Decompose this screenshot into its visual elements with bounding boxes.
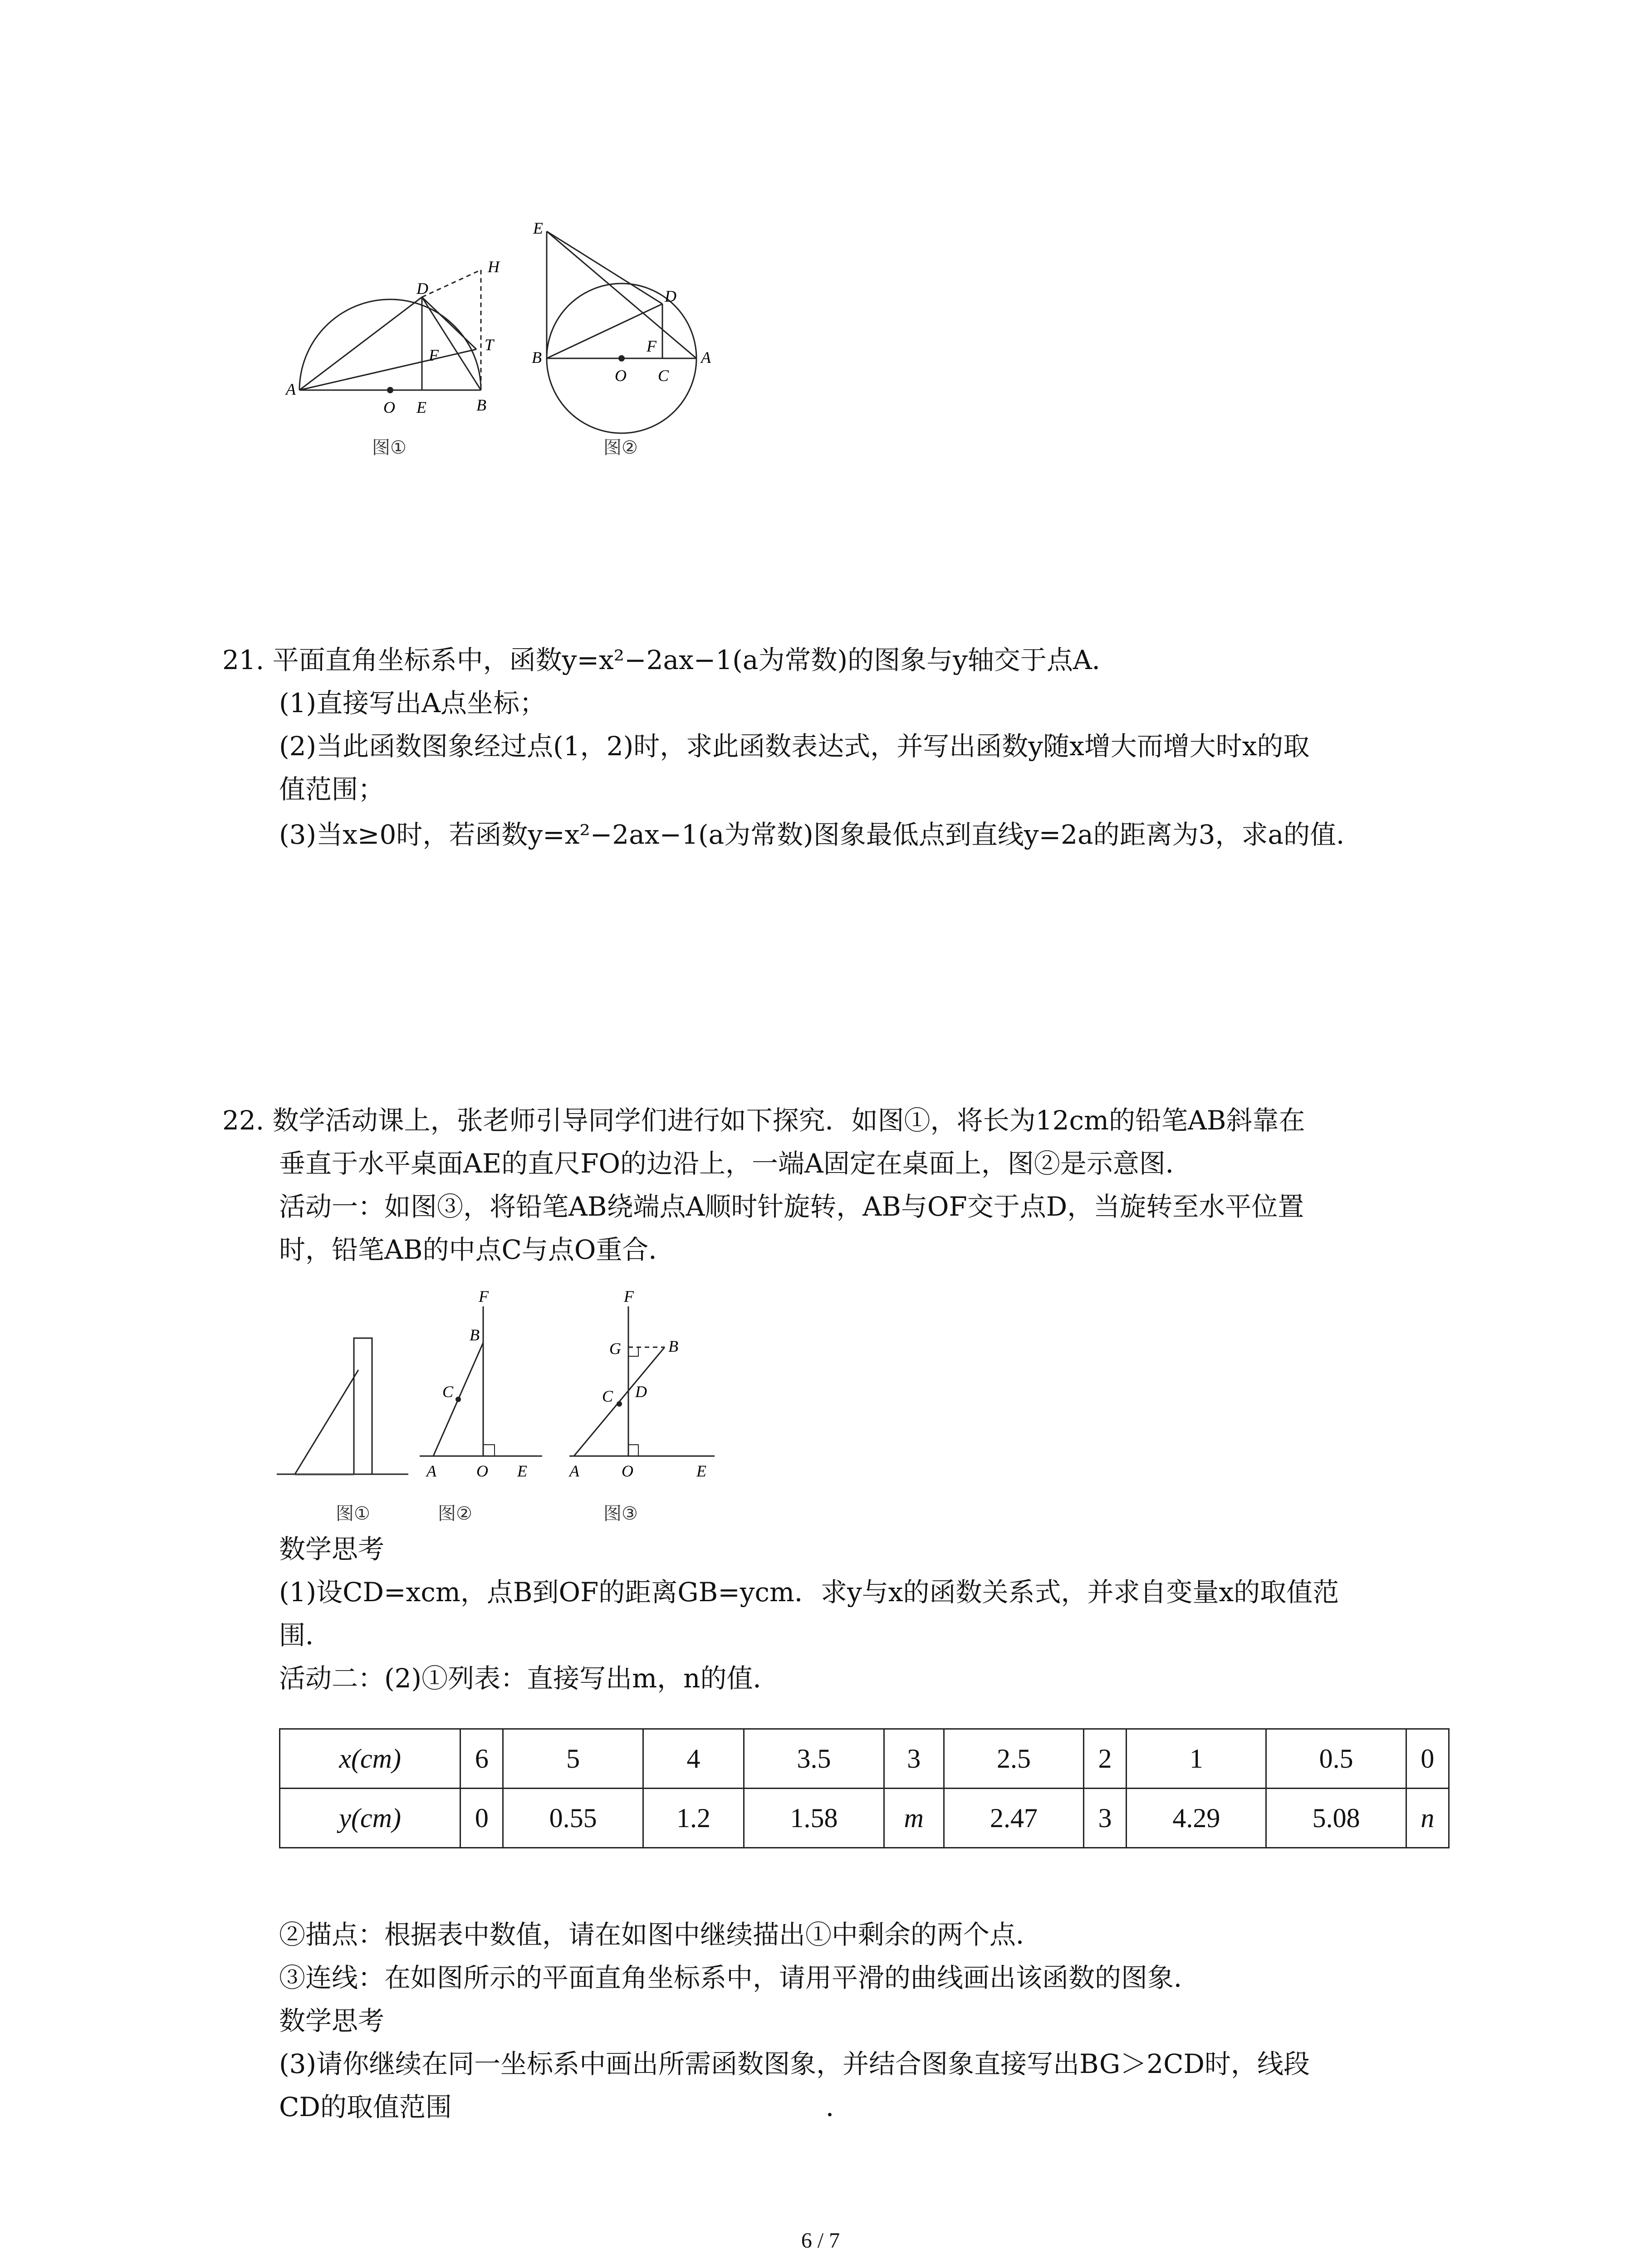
- label-E: E: [533, 219, 543, 237]
- label-D: D: [416, 279, 428, 298]
- label-E: E: [517, 1462, 527, 1480]
- q22-stem-cont: 垂直于水平桌面AE的直尺FO的边沿上，一端A固定在桌面上，图②是示意图．: [279, 1148, 1192, 1179]
- q22-part1-cont: 围．: [279, 1620, 332, 1651]
- table-row-y: [280, 1789, 1449, 1848]
- q22-figure-2-caption: 图②: [438, 1503, 472, 1524]
- label-A: A: [569, 1462, 579, 1480]
- q21-part2: (2)当此函数图象经过点(1，2)时，求此函数表达式，并写出函数y随x增大而增大时x的取: [279, 731, 1310, 762]
- q22-stem: 22. 数学活动课上，张老师引导同学们进行如下探究．如图①，将长为12cm的铅笔AB斜靠在: [222, 1105, 1305, 1136]
- table-cell: 3: [1084, 1789, 1127, 1848]
- label-C: C: [442, 1383, 454, 1401]
- label-F: F: [479, 1288, 489, 1305]
- label-T: T: [485, 336, 494, 354]
- label-C: C: [602, 1387, 613, 1405]
- label-E: E: [416, 398, 426, 416]
- label-A: A: [701, 348, 711, 367]
- table-row-x: [280, 1729, 1449, 1789]
- label-B: B: [476, 396, 486, 414]
- label-E: E: [696, 1462, 706, 1480]
- q22-figure-1-caption: 图①: [336, 1503, 370, 1524]
- figure-2-circle: [526, 213, 726, 440]
- table-cell: 0: [460, 1789, 503, 1848]
- q22-figure-3-caption: 图③: [603, 1503, 638, 1524]
- q22-figure-2: [411, 1288, 547, 1492]
- label-B: B: [668, 1337, 678, 1355]
- table-header-x: x(cm): [280, 1729, 460, 1789]
- label-B: B: [470, 1326, 480, 1344]
- table-cell: 2.5: [944, 1729, 1083, 1789]
- table-cell: 0: [1406, 1729, 1449, 1789]
- table-cell: 5.08: [1266, 1789, 1406, 1848]
- q22-activity1-cont: 时，铅笔AB的中点C与点O重合．: [279, 1234, 675, 1265]
- label-O: O: [615, 367, 627, 385]
- label-F: F: [429, 346, 439, 364]
- table-cell: 0.5: [1266, 1729, 1406, 1789]
- q22-figure-3: [560, 1288, 724, 1492]
- q22-part3: (3)请你继续在同一坐标系中画出所需函数图象，并结合图象直接写出BG＞2CD时，线段: [279, 2048, 1310, 2079]
- table-cell: 3: [884, 1729, 944, 1789]
- label-D: D: [665, 287, 676, 305]
- table-cell: 6: [460, 1729, 503, 1789]
- label-H: H: [488, 258, 500, 276]
- q21-part1: (1)直接写出A点坐标；: [279, 688, 546, 719]
- label-C: C: [658, 367, 669, 385]
- table-cell: n: [1406, 1789, 1449, 1848]
- figure-1-caption: 图①: [372, 437, 407, 458]
- table-cell: 5: [503, 1729, 643, 1789]
- label-B: B: [532, 348, 542, 367]
- q22-plot-points: ②描点：根据表中数值，请在如图中继续描出①中剩余的两个点．: [279, 1919, 1043, 1950]
- table-cell: m: [884, 1789, 944, 1848]
- table-cell: 2.47: [944, 1789, 1083, 1848]
- q21-part2-cont: 值范围；: [279, 774, 385, 805]
- label-O: O: [622, 1462, 633, 1480]
- q22-activity1: 活动一：如图③，将铅笔AB绕端点A顺时针旋转，AB与OF交于点D，当旋转至水平位置: [279, 1191, 1304, 1222]
- label-D: D: [635, 1383, 647, 1401]
- figure-2-caption: 图②: [603, 437, 638, 458]
- q22-math-thinking-2: 数学思考: [279, 2005, 385, 2036]
- label-F: F: [624, 1288, 634, 1305]
- q22-connect-curve: ③连线：在如图所示的平面直角坐标系中，请用平滑的曲线画出该函数的图象．: [279, 1962, 1200, 1993]
- q22-figure-1-photo: [277, 1329, 408, 1492]
- table-cell: 0.55: [503, 1789, 643, 1848]
- q22-math-thinking-1: 数学思考: [279, 1534, 385, 1564]
- table-header-y: y(cm): [280, 1789, 460, 1848]
- table-cell: 1.2: [643, 1789, 744, 1848]
- label-G: G: [609, 1339, 621, 1358]
- page-number: 6 / 7: [801, 2229, 840, 2253]
- table-cell: 4: [643, 1729, 744, 1789]
- label-A: A: [286, 380, 296, 398]
- table-cell: 4.29: [1127, 1789, 1266, 1848]
- table-cell: 2: [1084, 1729, 1127, 1789]
- q21-stem: 21. 平面直角坐标系中，函数y=x²−2ax−1(a为常数)的图象与y轴交于点A．: [222, 645, 1118, 675]
- q21-part3: (3)当x≥0时，若函数y=x²−2ax−1(a为常数)图象最低点到直线y=2a的距离为3，求a的值．: [279, 819, 1363, 850]
- q22-answer-blank-end: ．: [826, 2092, 852, 2122]
- q22-part1: (1)设CD=xcm，点B到OF的距离GB=ycm．求y与x的函数关系式，并求自变量x的取值范: [279, 1577, 1339, 1608]
- label-O: O: [476, 1462, 488, 1480]
- xy-value-table: [279, 1728, 1450, 1848]
- table-cell: 1: [1127, 1729, 1266, 1789]
- q22-activity2: 活动二：(2)①列表：直接写出m，n的值．: [279, 1663, 779, 1694]
- table-cell: 3.5: [744, 1729, 884, 1789]
- table-cell: 1.58: [744, 1789, 884, 1848]
- figure-1-semicircle: [272, 245, 508, 426]
- q22-part3-cont: CD的取值范围: [279, 2092, 452, 2122]
- label-O: O: [383, 398, 395, 416]
- label-F: F: [647, 337, 656, 355]
- label-A: A: [426, 1462, 436, 1480]
